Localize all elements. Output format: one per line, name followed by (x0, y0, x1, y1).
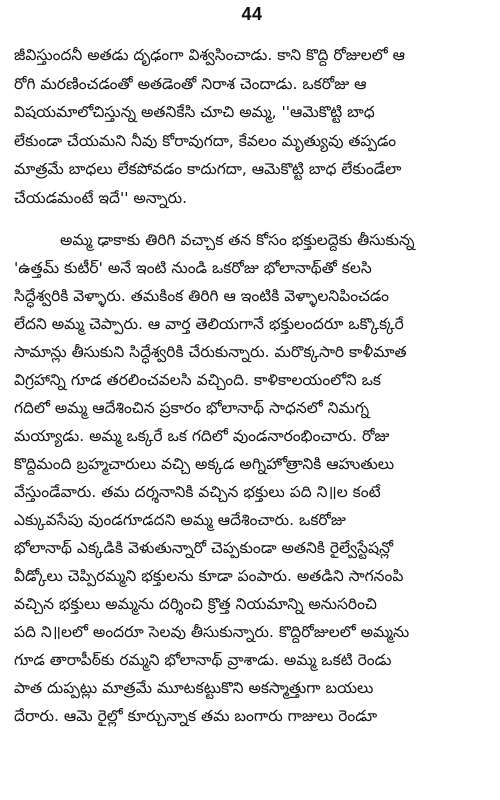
text-line: రోగి మరణించడంతో అతడెంతో నిరాశ చెందాడు. ఒకరోజు ఆ (14, 74, 367, 93)
text-line: పాత దుప్పట్లు మాత్రమే మూటకట్టుకొని అకస్మాత్తుగా బయలు (14, 679, 374, 697)
paragraph-1 (14, 41, 490, 212)
text-line: అమ్మ ఢాకాకు తిరిగి వచ్చాక తన కోసం భక్తులద్దెకు తీసుకున్న (60, 231, 415, 249)
text-line: కొద్దిమంది బ్రహ్మచారులు వచ్చి అక్కడ అగ్నిహోత్రానికి ఆహుతులు (14, 455, 395, 473)
text-line: లేదని అమ్మ చెప్పారు. ఆ వార్త తెలియగానే భక్తులందరూ ఒక్కొక్కరే (14, 315, 404, 333)
page-number: 44 (241, 4, 263, 24)
text-line: వీడ్కోలు చెప్పిరమ్మని భక్తులను కూడా పంపారు. అతడిని సాగనంపి (14, 567, 404, 585)
text-line: పది ని॥లలో అందరూ సెలవు తీసుకున్నారు. కొద్దిరోజులలో అమ్మను (14, 623, 410, 641)
paragraph-2 (14, 226, 490, 730)
text-line: ఎక్కువసేపు వుండగూడదని అమ్మ ఆదేశించారు. ఒకరోజు (14, 511, 346, 529)
text-line: మాత్రమే బాధలు లేకపోవడం కాదుగదా, ఆమెకొట్టి బాధ లేకుండేలా (14, 160, 402, 178)
text-line: సామాన్లు తీసుకుని సిద్ధేశ్వరికి చేరుకున్నారు. మరొక్కసారి కాళీమాత (14, 343, 407, 361)
text-line: వేస్తుండేవారు. తమ దర్శనానికి వచ్చిన భక్తులు పది ని॥ల కంటే (14, 483, 381, 501)
text-line: 'ఉత్తమ్ కుటీర్' అనే ఇంటి నుండి ఒకరోజు భోలానాథ్‌తో కలసి (14, 259, 372, 277)
text-line: విషయమాలోచిస్తున్న అతనికేసి చూచి అమ్మ, ''ఆమెకొట్టి బాధ (14, 103, 375, 121)
text-line: లేకుండా చేయమని నీవు కోరావుగదా, కేవలం మృత్యువు తప్పడం (14, 131, 397, 150)
text-line: సిద్ధేశ్వరికి వెళ్ళారు. తమకింక తిరిగి ఆ ఇంటికి వెళ్ళాలనిపించడం (14, 287, 389, 305)
text-line: విగ్రహాన్ని గూడ తరలించవలసి వచ్చింది. కాళికాలయంలోని ఒక (14, 371, 382, 389)
text-line: చేయడమంటే ఇదే'' అన్నారు. (14, 188, 188, 207)
text-line: భోలానాథ్ ఎక్కడికి వెళుతున్నారో చెప్పకుండా అతనికి రైల్వేస్టేషన్లో (14, 539, 393, 557)
text-line: జీవిస్తుందనీ అతడు దృఢంగా విశ్వసించాడు. కాని కొద్ది రోజులలో ఆ (14, 46, 406, 64)
text-line: మయ్యాడు. అమ్మ ఒక్కరే ఒక గదిలో వుండనారంభించారు. రోజు (14, 427, 390, 445)
text-line: గదిలో అమ్మ ఆదేశించిన ప్రకారం భోలానాథ్ సాధనలో నిమగ్న (14, 399, 370, 417)
text-line: గూడ తారాపీఠ్‌కు రమ్మని భోలానాథ్ వ్రాశాడు. అమ్మ ఒకటి రెండు (14, 651, 392, 669)
text-line: వచ్చిన భక్తులు అమ్మను దర్శించి క్రొత్త నియమాన్ని అనుసరించి (14, 595, 377, 613)
text-line: దేరారు. ఆమె రైల్లో కూర్చున్నాక తమ బంగారు గాజులు రెండూ (14, 707, 378, 725)
